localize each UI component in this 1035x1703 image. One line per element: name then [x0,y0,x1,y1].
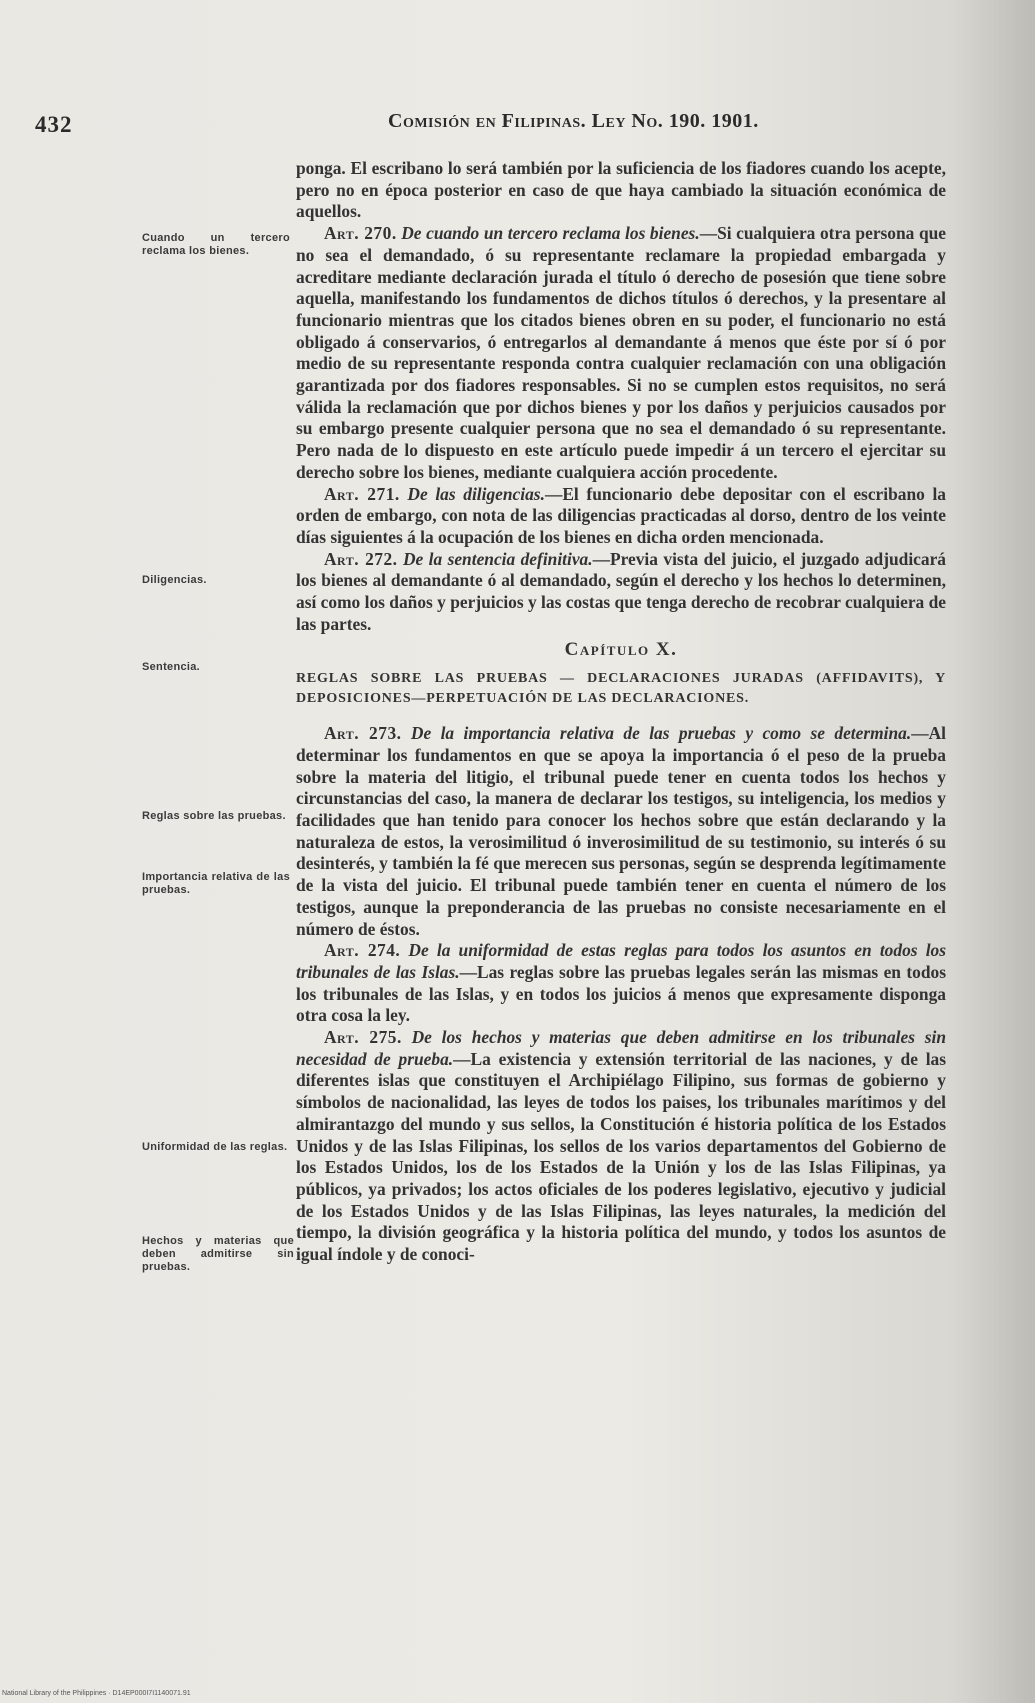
article-272-label: Art. 272. [324,548,398,569]
article-274 [296,940,946,1027]
article-272 [296,549,946,636]
margin-note-274: Uniformidad de las reglas. [142,1141,288,1153]
article-273-title: De la importancia relativa de las pruebas y como se determina. [410,723,912,744]
page-number: 432 [35,112,73,137]
article-270-label: Art. 270. [324,223,397,244]
article-271-body: —El funcionario debe depositar con el escribano la orden de embargo, con nota de las diligencias practicadas al dorso, dentro de los veinte días siguientes á la ocupación de los bienes en dicha orden mencionada. [296,483,947,547]
margin-note-chapter: Reglas sobre las pruebas. [142,810,286,822]
article-274-body: —Las reglas sobre las pruebas legales serán las mismas en todos los tribunales de las Islas, y en todos los juicios á menos que expresamente disponga otra cosa la ley. [296,961,946,1026]
scan-footer-id: National Library of the Philippines · D14EP000I7I1140071.91 [2,1690,191,1697]
margin-note-271: Diligencias. [142,574,207,586]
article-273-body: —Al determinar los fundamentos en que se apoya la importancia ó el peso de la prueba sobre la materia del litigio, el tribunal puede tener en cuenta todos los hechos y circunstancias del caso, la manera de declarar los testigos, su inteligencia, los medios y facilidades que han tenido para conocer los hechos sobre que están declarando y la naturaleza de estos, la verosimilitud ó inverosimilitud de su testimonio, su interés ó su desinterés, y también la fé que merecen sus personas, según se desprenda legítimamente de la vista del juicio. El tribunal puede también tener en cuenta el número de los testigos, aunque la preponderancia de las pruebas no consiste necesariamente en el número de éstos. [296,723,946,939]
article-270 [296,223,946,483]
article-271-title: De las diligencias. [407,483,545,504]
margin-note-272: Sentencia. [142,661,201,673]
article-275 [296,1027,946,1266]
article-275-title: De los hechos y materias que deben admitirse en los tribunales sin necesidad de prueba. [296,1027,947,1069]
article-271 [296,484,946,549]
article-272-body: —Previa vista del juicio, el juzgado adjudicará los bienes al demandante ó al demandado, según el derecho y los hechos lo determinen, así como los daños y perjuicios y las costas que tenga derecho de recobrar cualquiera de las partes. [296,548,946,634]
chapter-subtitle: REGLAS SOBRE LAS PRUEBAS — DECLARACIONES JURADAS (AFFIDAVITS), Y DEPOSICIONES—PERPETUACIÓN DE LAS DECLARACIONES. [296,671,946,707]
paragraph-continuation: ponga. El escribano lo será también por la suficiencia de los fiadores cuando los acepte, pero no en época posterior en caso de que haya cambiado la situación económica de aquellos. [296,158,946,222]
running-head: Comisión en Filipinas. Ley No. 190. 1901. [388,110,759,132]
article-270-body: —Si cualquiera otra persona que no sea el demandado, ó su representante reclamare la propiedad embargada y acreditare mediante declaración jurada el título ó derecho de posesión que tiene sobre aquella, manifestando los fundamentos de dichos títulos ó derechos, y la presentare al funcionario mientras que los citados bienes obren en su poder, el funcionario no está obligado á conservarios, ó entregarlos al demandante á menos que éste por sí ó por medio de su representante responda contra cualquier reclamación con una obligación garantizada por dos fiadores responsables. Si no se cumplen estos requisitos, no será válida la reclamación que por dichos bienes y por los daños y perjuicios causados por su embargo presente cualquier persona que no sea el demandado ó su representante. Pero nada de lo dispuesto en este artículo puede impedir á un tercero el ejercitar su derecho sobre los bienes, mediante cualquiera acción procedente. [296,223,947,482]
article-273 [296,723,946,940]
margin-note-270: Cuando un tercero reclama los bienes. [142,232,290,257]
margin-note-273: Importancia relativa de las pruebas. [142,871,290,896]
article-273-label: Art. 273. [324,723,402,744]
chapter-title: Capítulo X. [564,639,678,661]
article-275-body: —La existencia y extensión territorial de las naciones, y de las diferentes islas que constituyen el Archipiélago Filipino, sus formas de gobierno y símbolos de nacionalidad, las leyes de todos los paises, los tribunales marítimos y del almirantazgo del mundo y sus sellos, la Constitución é historia política de los Estados Unidos y de las Islas Filipinas, los sellos de los varios departamentos del Gobierno de los Estados Unidos, los de los Estados de la Unión y los de las Islas Filipinas, ya públicos, ya privados; los actos oficiales de los poderes legislativo, ejecutivo y judicial de los Estados Unidos y de las Islas Filipinas, las leyes naturales, la medición del tiempo, la división geográfica y la historia política del mundo, y todos los asuntos de igual índole y de conoci- [296,1048,947,1265]
article-274-label: Art. 274. [324,940,401,961]
article-270-title: De cuando un tercero reclama los bienes. [401,223,700,244]
article-272-title: De la sentencia definitiva. [402,548,593,569]
article-271-label: Art. 271. [324,483,400,504]
body-text [296,158,946,1266]
article-274-title: De la uniformidad de estas reglas para todos los asuntos en todos los tribunales de las Islas. [296,940,946,982]
margin-note-275: Hechos y materias que deben admitirse sin pruebas. [142,1235,294,1273]
article-275-label: Art. 275. [324,1027,402,1048]
